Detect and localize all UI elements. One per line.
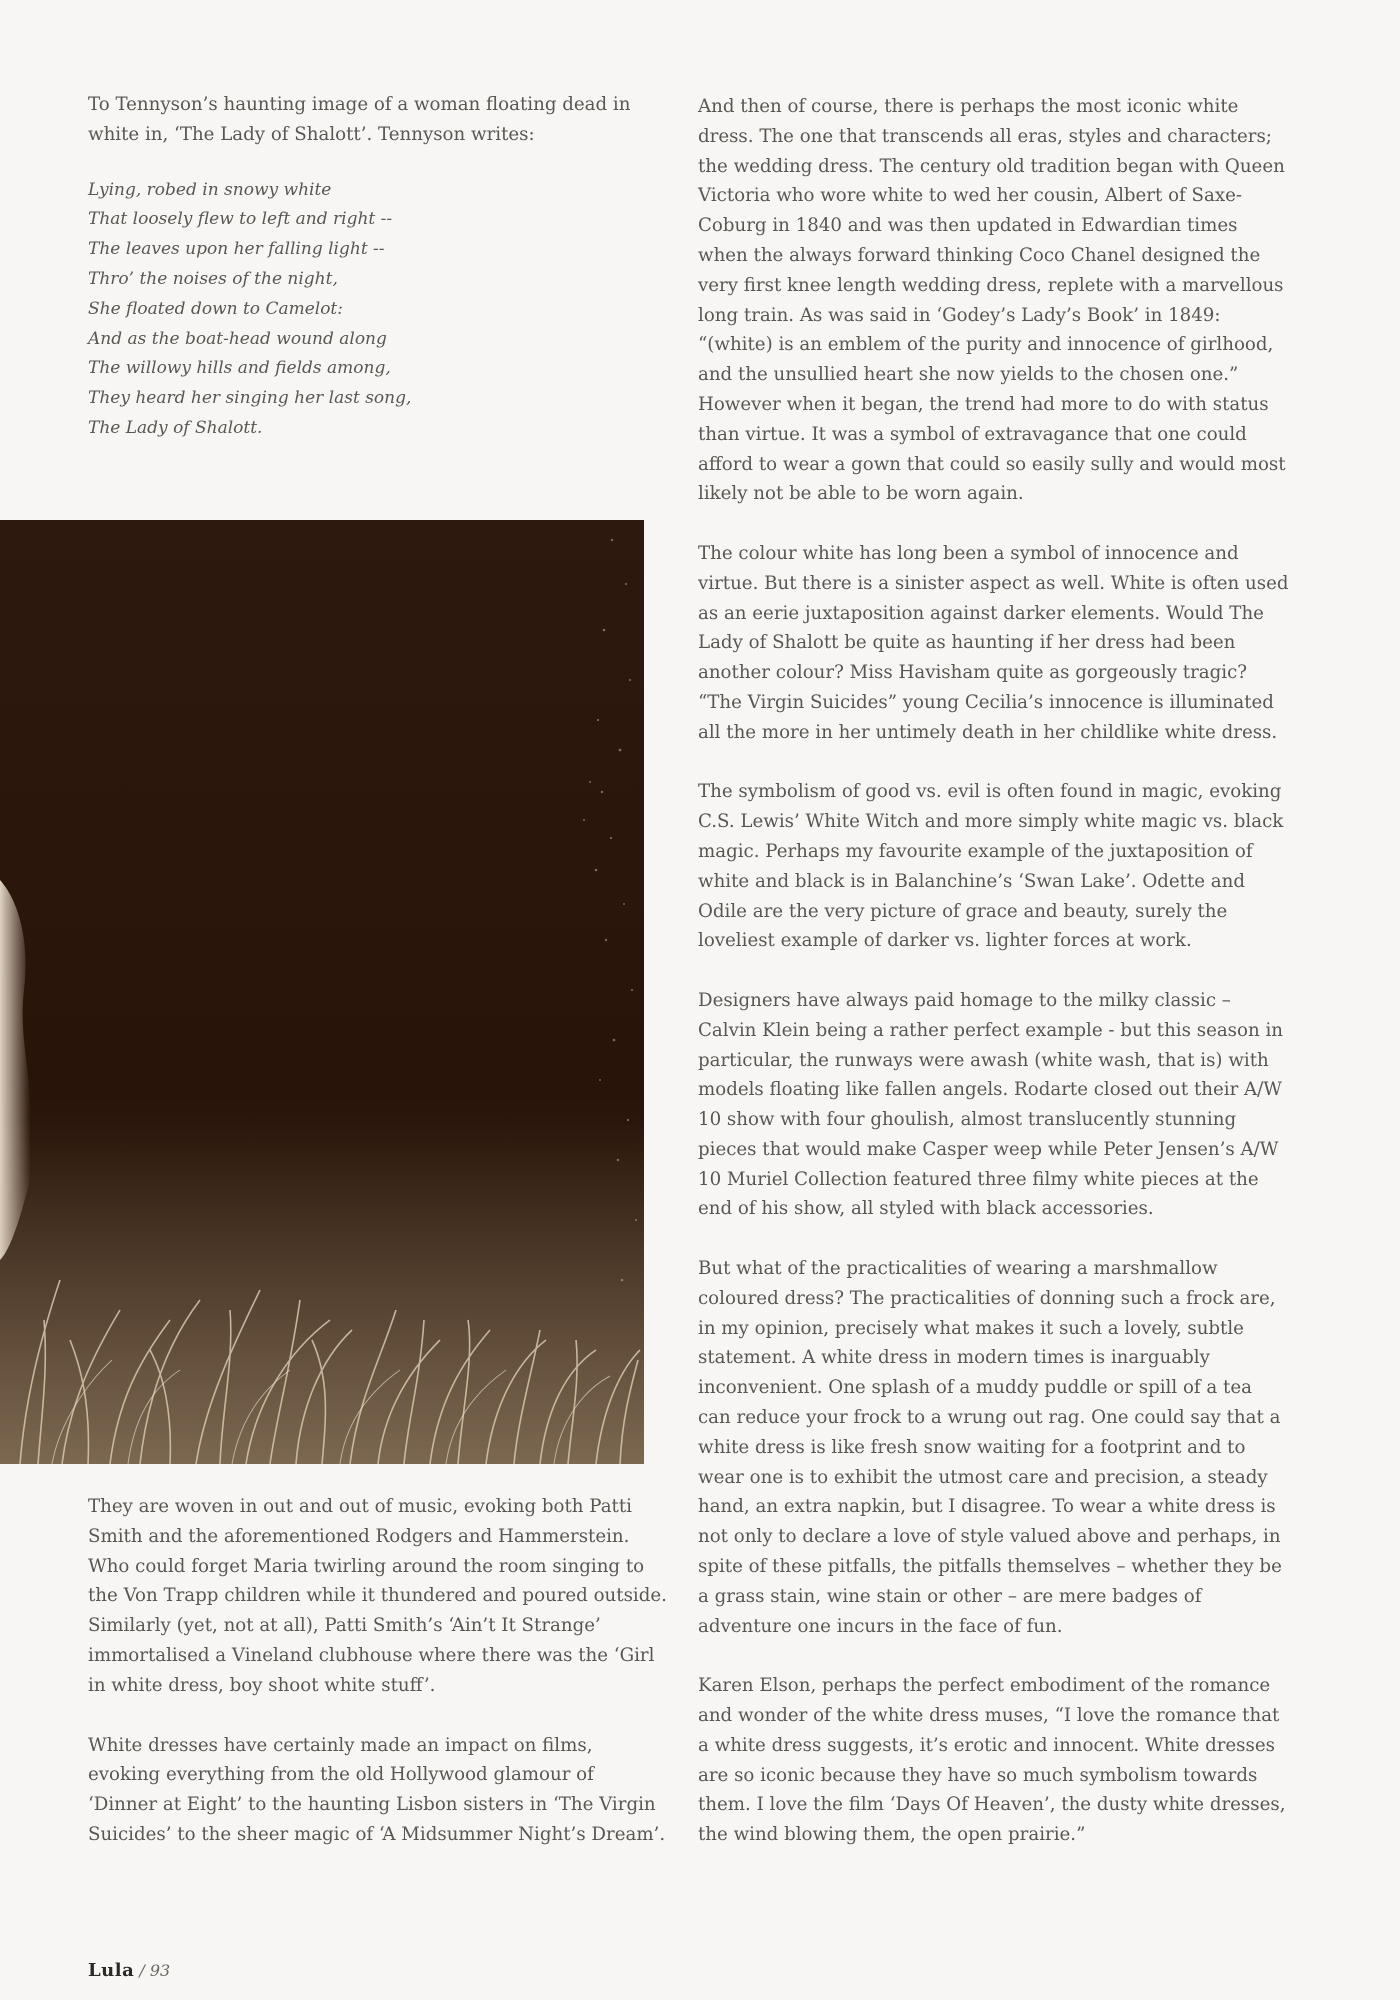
poem-line: Lying, robed in snowy white [88, 179, 332, 200]
intro-paragraph: To Tennyson’s haunting image of a woman floating dead in white in, ‘The Lady of Shalott’. Tennyson writes: [88, 94, 631, 145]
left-column-bottom [88, 1492, 668, 1880]
left-column-top [88, 90, 668, 444]
poem-line: And as the boat-head wound along [88, 328, 387, 349]
body-paragraph: And then of course, there is perhaps the most iconic white dress. The one that transcends all eras, styles and characters; the wedding dress. The century old tradition began with Queen Victoria who wore white to wed her cousin, Albert of Saxe-Coburg in 1840 and was then updated in Edwardian times when the always forward thinking Coco Chanel designed the very first knee length wedding dress, replete with a marvellous long train. As was said in ‘Godey’s Lady’s Book’ in 1849: “(white) is an emblem of the purity and innocence of girlhood, and the unsullied heart she now yields to the chosen one.” However when it began, the trend had more to do with status than virtue. It was a symbol of extravagance that one could afford to wear a gown that could so easily sully and would most likely not be able to be worn again. [698, 96, 1286, 505]
page-footer [88, 1960, 170, 1981]
page-number: 93 [149, 1961, 171, 1980]
editorial-photo [0, 520, 644, 1464]
grass-haze [0, 1120, 644, 1464]
poem-line: The willowy hills and fields among, [88, 358, 391, 379]
poem-line: That loosely flew to left and right -- [88, 209, 393, 230]
photo-illustration [0, 520, 644, 1464]
body-paragraph: Designers have always paid homage to the milky classic – Calvin Klein being a rather perfect example - but this season in particular, the runways were awash (white wash, that is) with models floating like fallen angels. Rodarte closed out their A/W 10 show with four ghoulish, almost translucently stunning pieces that would make Casper weep while Peter Jensen’s A/W 10 Muriel Collection featured three filmy white pieces at the end of his show, all styled with black accessories. [698, 989, 1283, 1220]
poem-line: The Lady of Shalott. [88, 417, 263, 438]
poem [88, 176, 668, 444]
body-paragraph: They are woven in out and out of music, evoking both Patti Smith and the aforementioned Rodgers and Hammerstein. Who could forget Maria twirling around the room singing to the Von Trapp children while it thundered and poured outside. Similarly (yet, not at all), Patti Smith’s ‘Ain’t It Strange’ immortalised a Vineland clubhouse where there was the ‘Girl in white dress, boy shoot white stuff’. [88, 1496, 667, 1696]
body-paragraph: But what of the practicalities of wearing a marshmallow coloured dress? The practicalities of donning such a frock are, in my opinion, precisely what makes it such a lovely, subtle statement. A white dress in modern times is inarguably inconvenient. One splash of a muddy puddle or spill of a tea can reduce your frock to a wrung out rag. One could say that a white dress is like fresh snow waiting for a footprint and to wear one is to exhibit the utmost care and precision, a steady hand, an extra napkin, but I disagree. To wear a white dress is not only to declare a love of style valued above and perhaps, in spite of these pitfalls, the pitfalls themselves – whether they be a grass stain, wine stain or other – are mere badges of adventure one incurs in the face of fun. [698, 1258, 1282, 1637]
poem-line: She floated down to Camelot: [88, 298, 343, 319]
right-column [698, 92, 1290, 1850]
body-paragraph: Karen Elson, perhaps the perfect embodiment of the romance and wonder of the white dress muses, “I love the romance that a white dress suggests, it’s erotic and innocent. White dresses are so iconic because they have so much symbolism towards them. I love the film ‘Days Of Heaven’, the dusty white dresses, the wind blowing them, the open prairie.” [698, 1675, 1286, 1846]
magazine-logo: Lula [88, 1960, 135, 1981]
poem-line: Thro’ the noises of the night, [88, 268, 338, 289]
poem-line: They heard her singing her last song, [88, 388, 412, 409]
footer-separator: / [134, 1961, 150, 1980]
body-paragraph: The symbolism of good vs. evil is often found in magic, evoking C.S. Lewis’ White Witch and more simply white magic vs. black magic. Perhaps my favourite example of the juxtaposition of white and black is in Balanchine’s ‘Swan Lake’. Odette and Odile are the very picture of grace and beauty, surely the loveliest example of darker vs. lighter forces at work. [698, 781, 1284, 952]
body-paragraph: White dresses have certainly made an impact on films, evoking everything from the old Hollywood glamour of ‘Dinner at Eight’ to the haunting Lisbon sisters in ‘The Virgin Suicides’ to the sheer magic of ‘A Midsummer Night’s Dream’. [88, 1734, 666, 1845]
poem-line: The leaves upon her falling light -- [88, 239, 385, 260]
body-paragraph: The colour white has long been a symbol of innocence and virtue. But there is a sinister aspect as well. White is often used as an eerie juxtaposition against darker elements. Would The Lady of Shalott be quite as haunting if her dress had been another colour? Miss Havisham quite as gorgeously tragic? “The Virgin Suicides” young Cecilia’s innocence is illuminated all the more in her untimely death in her childlike white dress. [698, 542, 1289, 743]
